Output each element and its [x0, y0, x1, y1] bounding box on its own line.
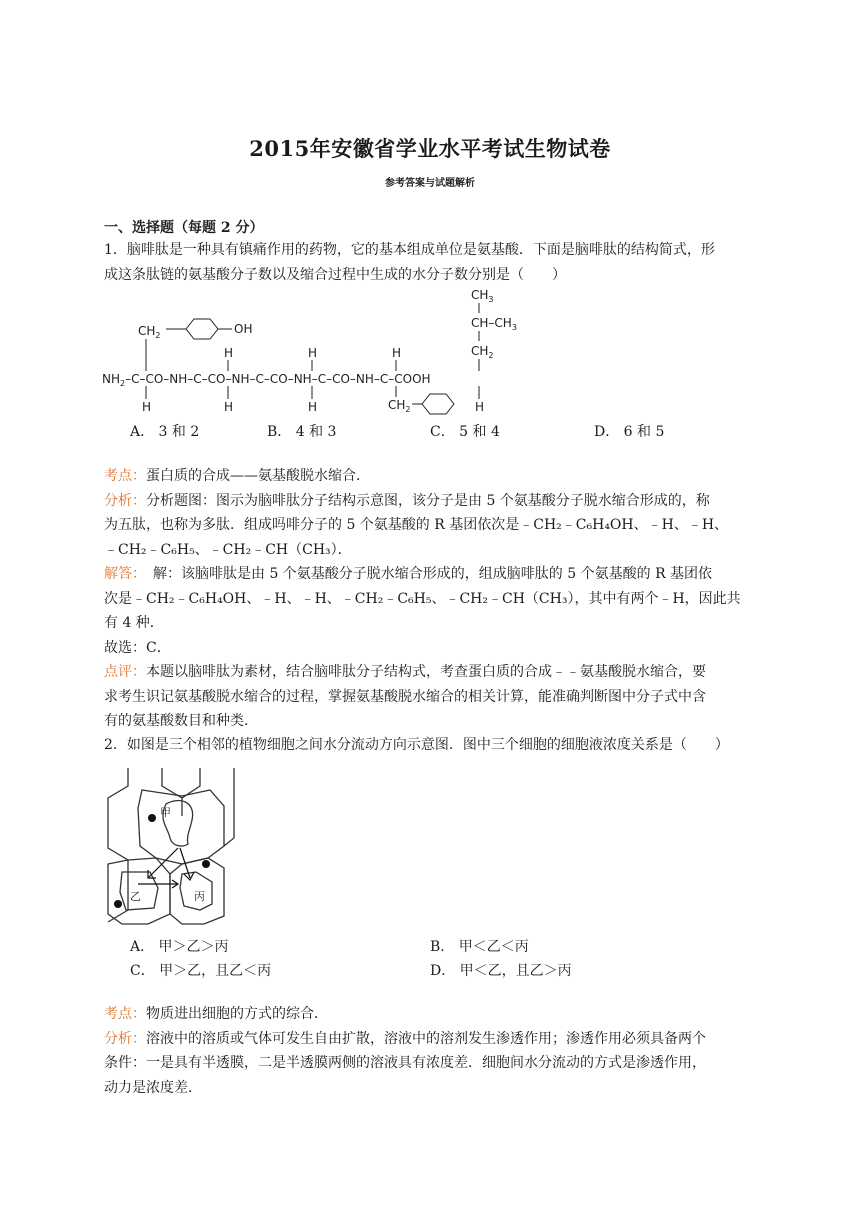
q1-jieda-line2: 次是﹣CH₂﹣C₆H₄OH、﹣H、﹣H、﹣CH₂﹣C₆H₅、﹣CH₂﹣CH（CH₃），其中有两个﹣H，因此共 — [104, 590, 741, 607]
dianping-label: 点评： — [104, 664, 146, 680]
ch2-group: $CH_2$ — [471, 344, 494, 360]
cell-label-jia: 甲 — [160, 806, 171, 819]
h-atom: H — [308, 400, 318, 414]
ch3-group: $CH_3$ — [471, 288, 494, 304]
fenxi-label: 分析： — [104, 1030, 146, 1047]
q1-option-c[interactable]: C． 5 和 4 — [430, 424, 500, 440]
q1-dianping: 点评：本题以脑啡肽为素材，结合脑啡肽分子结构式，考查蛋白质的合成﹣﹣氨基酸脱水缩合，要 — [104, 664, 706, 680]
q2-analysis — [104, 1002, 760, 1100]
jieda-label: 解答： — [104, 566, 139, 582]
q2-stem: 2．如图是三个相邻的植物细胞之间水分流动方向示意图．图中三个细胞的细胞液浓度关系是（ ） — [104, 737, 729, 753]
peptide-structure-figure — [100, 283, 540, 418]
q1-option-a[interactable]: A． 3 和 2 — [130, 424, 200, 440]
section-heading: 一、选择题（每题 2 分） — [104, 220, 264, 236]
flow-arrows — [138, 848, 194, 888]
q2-fenxi: 分析：溶液中的溶质或气体可发生自由扩散，溶液中的溶剂发生渗透作用；渗透作用必须具备两个 — [104, 1030, 706, 1047]
h-atom: H — [224, 346, 234, 360]
cell-label-yi: 乙 — [130, 890, 141, 903]
q1-kaodian: 考点：蛋白质的合成——氨基酸脱水缩合． — [104, 468, 370, 484]
cell-label-bing: 丙 — [194, 890, 205, 903]
benzene-ring-icon — [422, 394, 454, 414]
q1-fenxi-line2: 为五肽，也称为多肽．组成吗啡分子的 5 个氨基酸的 R 基团依次是﹣CH₂﹣C₆H₄OH、﹣H、﹣H、 — [104, 517, 729, 533]
q1-stem-line1: 1．脑啡肽是一种具有镇痛作用的药物，它的基本组成单位是氨基酸．下面是脑啡肽的结构简式，形 — [104, 242, 715, 258]
kaodian-label: 考点： — [104, 1006, 146, 1022]
fenxi-label: 分析： — [104, 492, 146, 509]
q1-analysis — [104, 464, 760, 734]
nucleus-dot — [114, 900, 122, 908]
q2-kaodian: 考点：物质进出细胞的方式的综合． — [104, 1006, 328, 1022]
q1-fenxi-line3: ﹣CH₂﹣C₆H₅、﹣CH₂﹣CH（CH₃）． — [104, 541, 352, 558]
q1-stem — [104, 238, 760, 287]
plant-cells-figure — [100, 768, 240, 928]
nucleus-dot — [148, 814, 156, 822]
h-atom: H — [308, 346, 318, 360]
nh2-group: $NH_2-C-CO-NH-C-CO-NH-C-CO-NH-C-CO-NH-C$–COOH — [102, 372, 431, 388]
q1-answer: 故选：C． — [104, 639, 171, 656]
q1-stem-line2: 成这条肽链的氨基酸分子数以及缩合过程中生成的水分子数分别是（ ） — [104, 266, 566, 283]
kaodian-label: 考点： — [104, 468, 146, 484]
q1-option-b[interactable]: B． 4 和 3 — [267, 424, 337, 440]
q2-options — [104, 936, 764, 986]
main-chain — [102, 372, 431, 388]
q1-jieda-line3: 有 4 种． — [104, 615, 164, 631]
page-title: 2015年安徽省学业水平考试生物试卷 — [249, 136, 611, 161]
h-atom: H — [475, 400, 485, 414]
benzene-ring-icon — [186, 319, 218, 339]
page-subtitle: 参考答案与试题解析 — [385, 178, 475, 189]
ch2-group: $CH_2$ — [138, 324, 161, 340]
q2-option-b[interactable]: B． 甲＜乙＜丙 — [430, 939, 529, 955]
ch2-group: $CH_2$ — [388, 398, 411, 414]
q1-dianping-line3: 有的氨基酸数目和种类． — [104, 713, 258, 729]
nucleus-dot — [202, 860, 210, 868]
q1-options — [104, 421, 764, 445]
q2-fenxi-line2: 条件：一是具有半透膜，二是半透膜两侧的溶液具有浓度差．细胞间水分流动的方式是渗透作用， — [104, 1055, 706, 1071]
h-atom: H — [392, 346, 402, 360]
q2-option-d[interactable]: D． 甲＜乙，且乙＞丙 — [430, 963, 572, 979]
h-atom: H — [224, 400, 234, 414]
h-atom: H — [142, 400, 152, 414]
q1-fenxi: 分析：分析题图：图示为脑啡肽分子结构示意图，该分子是由 5 个氨基酸分子脱水缩合形成的，称 — [104, 492, 710, 509]
q2-option-c[interactable]: C． 甲＞乙，且乙＜丙 — [130, 963, 272, 979]
q1-jieda: 解答： 解：该脑啡肽是由 5 个氨基酸分子脱水缩合形成的，组成脑啡肽的 5 个氨基酸的 R 基团依 — [104, 566, 713, 582]
ch-ch3-group: $CH-CH_3$ — [471, 316, 517, 332]
q2-option-a[interactable]: A． 甲＞乙＞丙 — [130, 939, 229, 955]
q1-dianping-line2: 求考生识记氨基酸脱水缩合的过程，掌握氨基酸脱水缩合的相关计算，能准确判断图中分子式中含 — [104, 688, 706, 705]
q1-option-d[interactable]: D． 6 和 5 — [594, 424, 665, 440]
q2-fenxi-line3: 动力是浓度差． — [104, 1079, 202, 1096]
oh-group: OH — [234, 322, 253, 336]
